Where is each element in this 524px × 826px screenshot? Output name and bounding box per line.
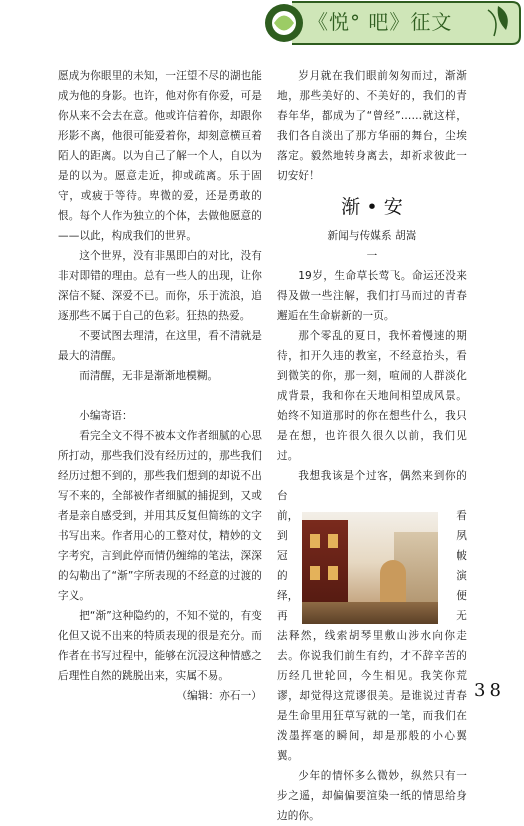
- paragraph: 法释然，线索胡琴里敷山涉水向你走去。你说我们前生有约，才不辞辛苦的历经几世轮回，今生相见。我笑你荒谬，却觉得这荒谬很美。是谁说过青春是生命里用狂草写就的一笔，而我们在泼墨挥毫的瞬间，却是那般的小心翼翼。: [277, 630, 467, 762]
- paragraph: 而清醒，无非是渐渐地模糊。: [79, 370, 219, 382]
- page-number: 38: [474, 680, 505, 701]
- paragraph: 那个零乱的夏日，我怀着慢速的期待，扣开久违的教室，不经意抬头，看到微笑的你，那一刻，喧闹的人群淡化成背景，我和你在天地间相望成风景。始终不知道那时的你在想些什么，我只是在想，也许很久很久以前，我们见过。: [277, 330, 467, 462]
- banner-title: 《悦° 吧》征文: [308, 10, 453, 34]
- editor-note-paragraph: 把“渐”这种隐约的，不知不觉的，有变化但又说不出来的特质表现的很是充分。而作者在书写过程中，能够在沉浸这种情感之后理性自然的跳脱出来，实属不易。: [58, 610, 262, 682]
- paragraph: 这个世界，没有非黑即白的对比，没有非对即错的理由。总有一些人的出现，让你深信不疑、深爱不已。而你，乐于流浪，追逐那些不属于自己的色彩。狂热的热爱。: [58, 250, 262, 322]
- editor-note-label: 小编寄语：: [79, 410, 133, 422]
- paragraph: 不要试图去理清，在这里，看不清就是最大的清醒。: [58, 330, 262, 362]
- section-number: 一: [366, 250, 378, 262]
- paragraph: 19岁，生命草长莺飞。命运还没来得及做一些注解，我们打马而过的青春邂逅在生命崭新的一页。: [277, 270, 467, 322]
- editor-note-paragraph: 看完全文不得不被本文作者细腻的心思所打动，那些我们没有经历过的，那些我们经历过想不到的，那些我们想到的却说不出写不来的，全部被作者细腻的捕捉到，又或者是亲自感受到，并用其反复但简练的文字书写出来。作者用心的工整对仗，精妙的文字考究，言到此停而情仍缠绵的笔法，深深的勾勒出了“渐”字所表现的不经意的过渡的字义。: [58, 430, 262, 602]
- left-column: [58, 66, 262, 706]
- paragraph: 愿成为你眼里的未知，一汪望不尽的湖也能成为他的身影。也许，他对你有你爱，可是你从来不会去在意。他或许信着你，却跟你形影不离，他很可能爱着你，却刻意横亘着陌人的距离。以为自己了解一个人，自以为是的以为。愿意走近，抑或疏离。乐于固守，或疲于等待。卑微的爱，还是勇敢的恨。每个人作为独立的个体，去做他愿意的——以此，构成我们的世界。: [58, 70, 262, 242]
- article-author: 新闻与传媒系 胡嵩: [327, 230, 417, 242]
- right-column: [277, 66, 467, 826]
- header-banner: [262, 0, 524, 46]
- paragraph: 少年的情怀多么微妙，纵然只有一步之遥，却偏偏要渲染一纸的情思给身边的你。: [277, 770, 467, 822]
- wrap-text-left: 前， 到 冠 的 绎， 再: [277, 510, 299, 622]
- intro-paragraph: 岁月就在我们眼前匆匆而过，渐渐地，那些美好的、不美好的，我们的青春年华，都成为了“曾经”……就这样，我们各自淡出了那方华丽的舞台，尘埃落定。毅然地转身离去，却祈求彼此一切安好！: [277, 70, 467, 182]
- article-title: 渐 • 安: [341, 196, 403, 218]
- editor-signature: （编辑：亦石一）: [176, 690, 262, 702]
- street-photo: [302, 512, 438, 624]
- inline-image-block: [277, 506, 467, 626]
- wrap-text-right: 看 夙 帔 演 便 无: [456, 510, 467, 622]
- paragraph: 我想我该是个过客，偶然来到你的台: [277, 470, 467, 502]
